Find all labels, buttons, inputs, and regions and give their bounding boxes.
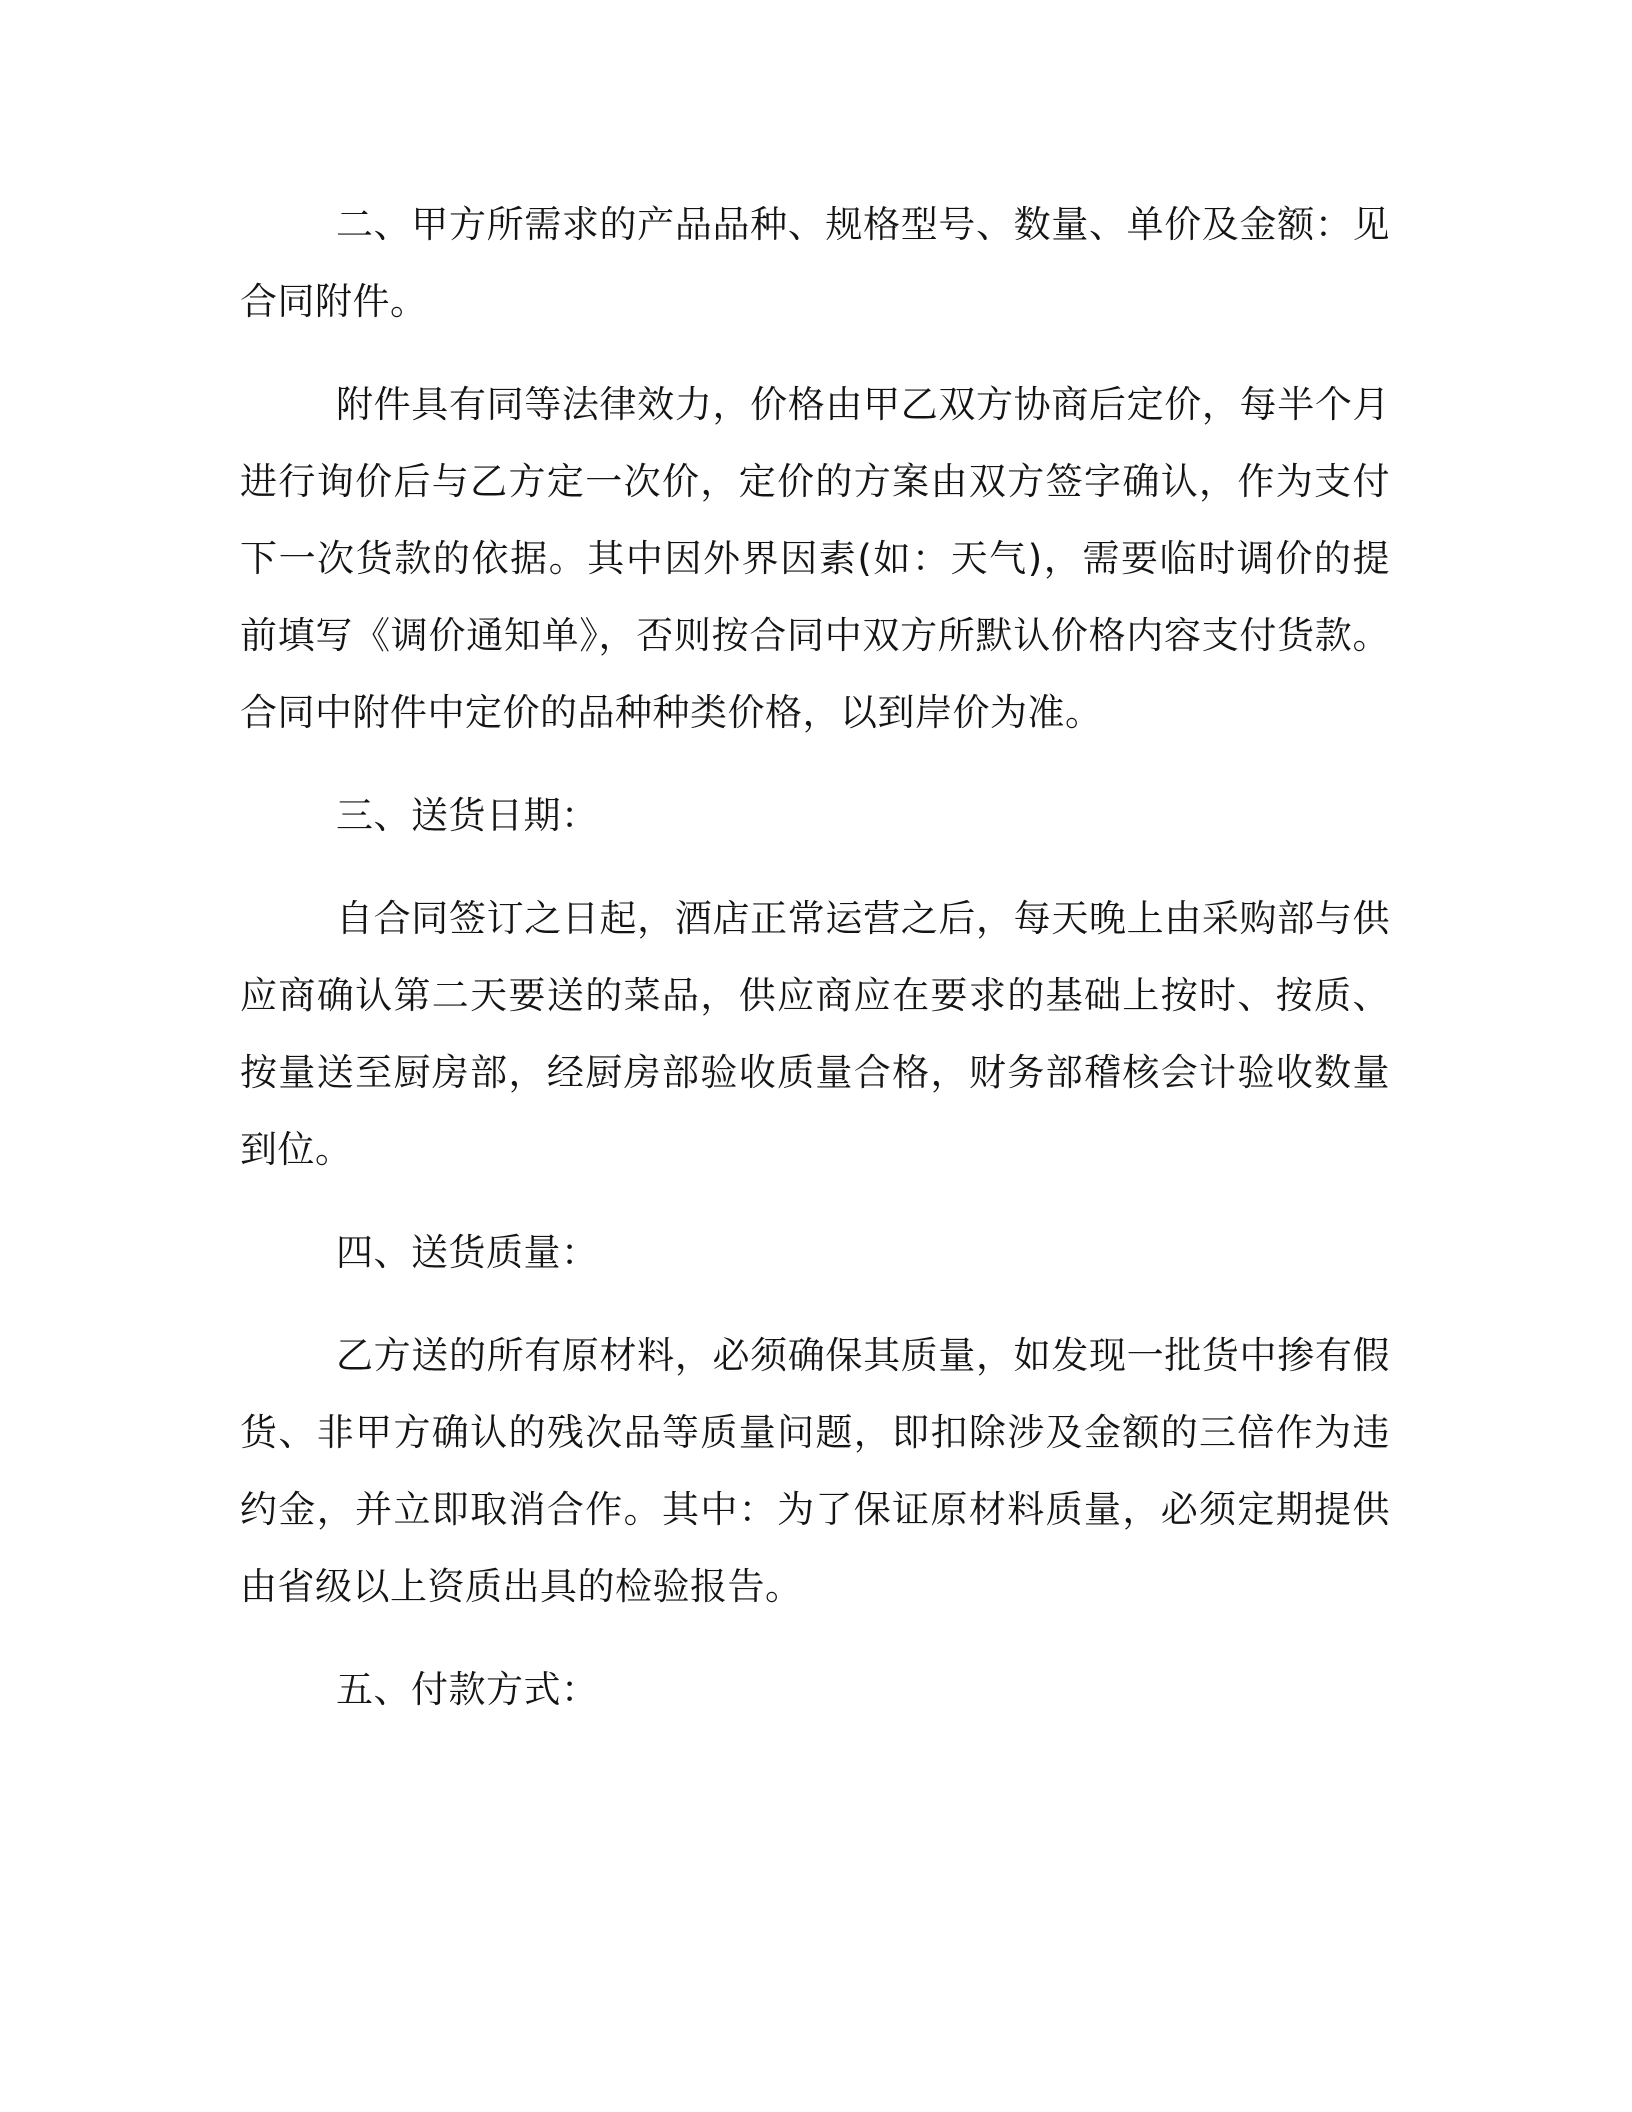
document-body [240, 186, 1390, 1754]
section-five-heading: 五、付款方式： [336, 1668, 599, 1711]
section-four-heading: 四、送货质量： [336, 1231, 599, 1274]
delivery-date-paragraph: 自合同签订之日起，酒店正常运营之后，每天晚上由采购部与供应商确认第二天要送的菜品，供应商应在要求的基础上按时、按质、按量送至厨房部，经厨房部验收质量合格，财务部稽核会计验收数量到位。 [240, 897, 1390, 1171]
delivery-quality-paragraph: 乙方送的所有原材料，必须确保其质量，如发现一批货中掺有假货、非甲方确认的残次品等质量问题，即扣除涉及金额的三倍作为违约金，并立即取消合作。其中：为了保证原材料质量，必须定期提供由省级以上资质出具的检验报告。 [240, 1334, 1390, 1608]
section-three-heading: 三、送货日期： [336, 794, 599, 837]
pricing-paragraph: 附件具有同等法律效力，价格由甲乙双方协商后定价，每半个月进行询价后与乙方定一次价，定价的方案由双方签字确认，作为支付下一次货款的依据。其中因外界因素(如：天气)，需要临时调价的提前填写《调价通知单》，否则按合同中双方所默认价格内容支付货款。合同中附件中定价的品种种类价格，以到岸价为准。 [240, 383, 1390, 734]
section-two-paragraph: 二、甲方所需求的产品品种、规格型号、数量、单价及金额：见合同附件。 [240, 203, 1390, 323]
